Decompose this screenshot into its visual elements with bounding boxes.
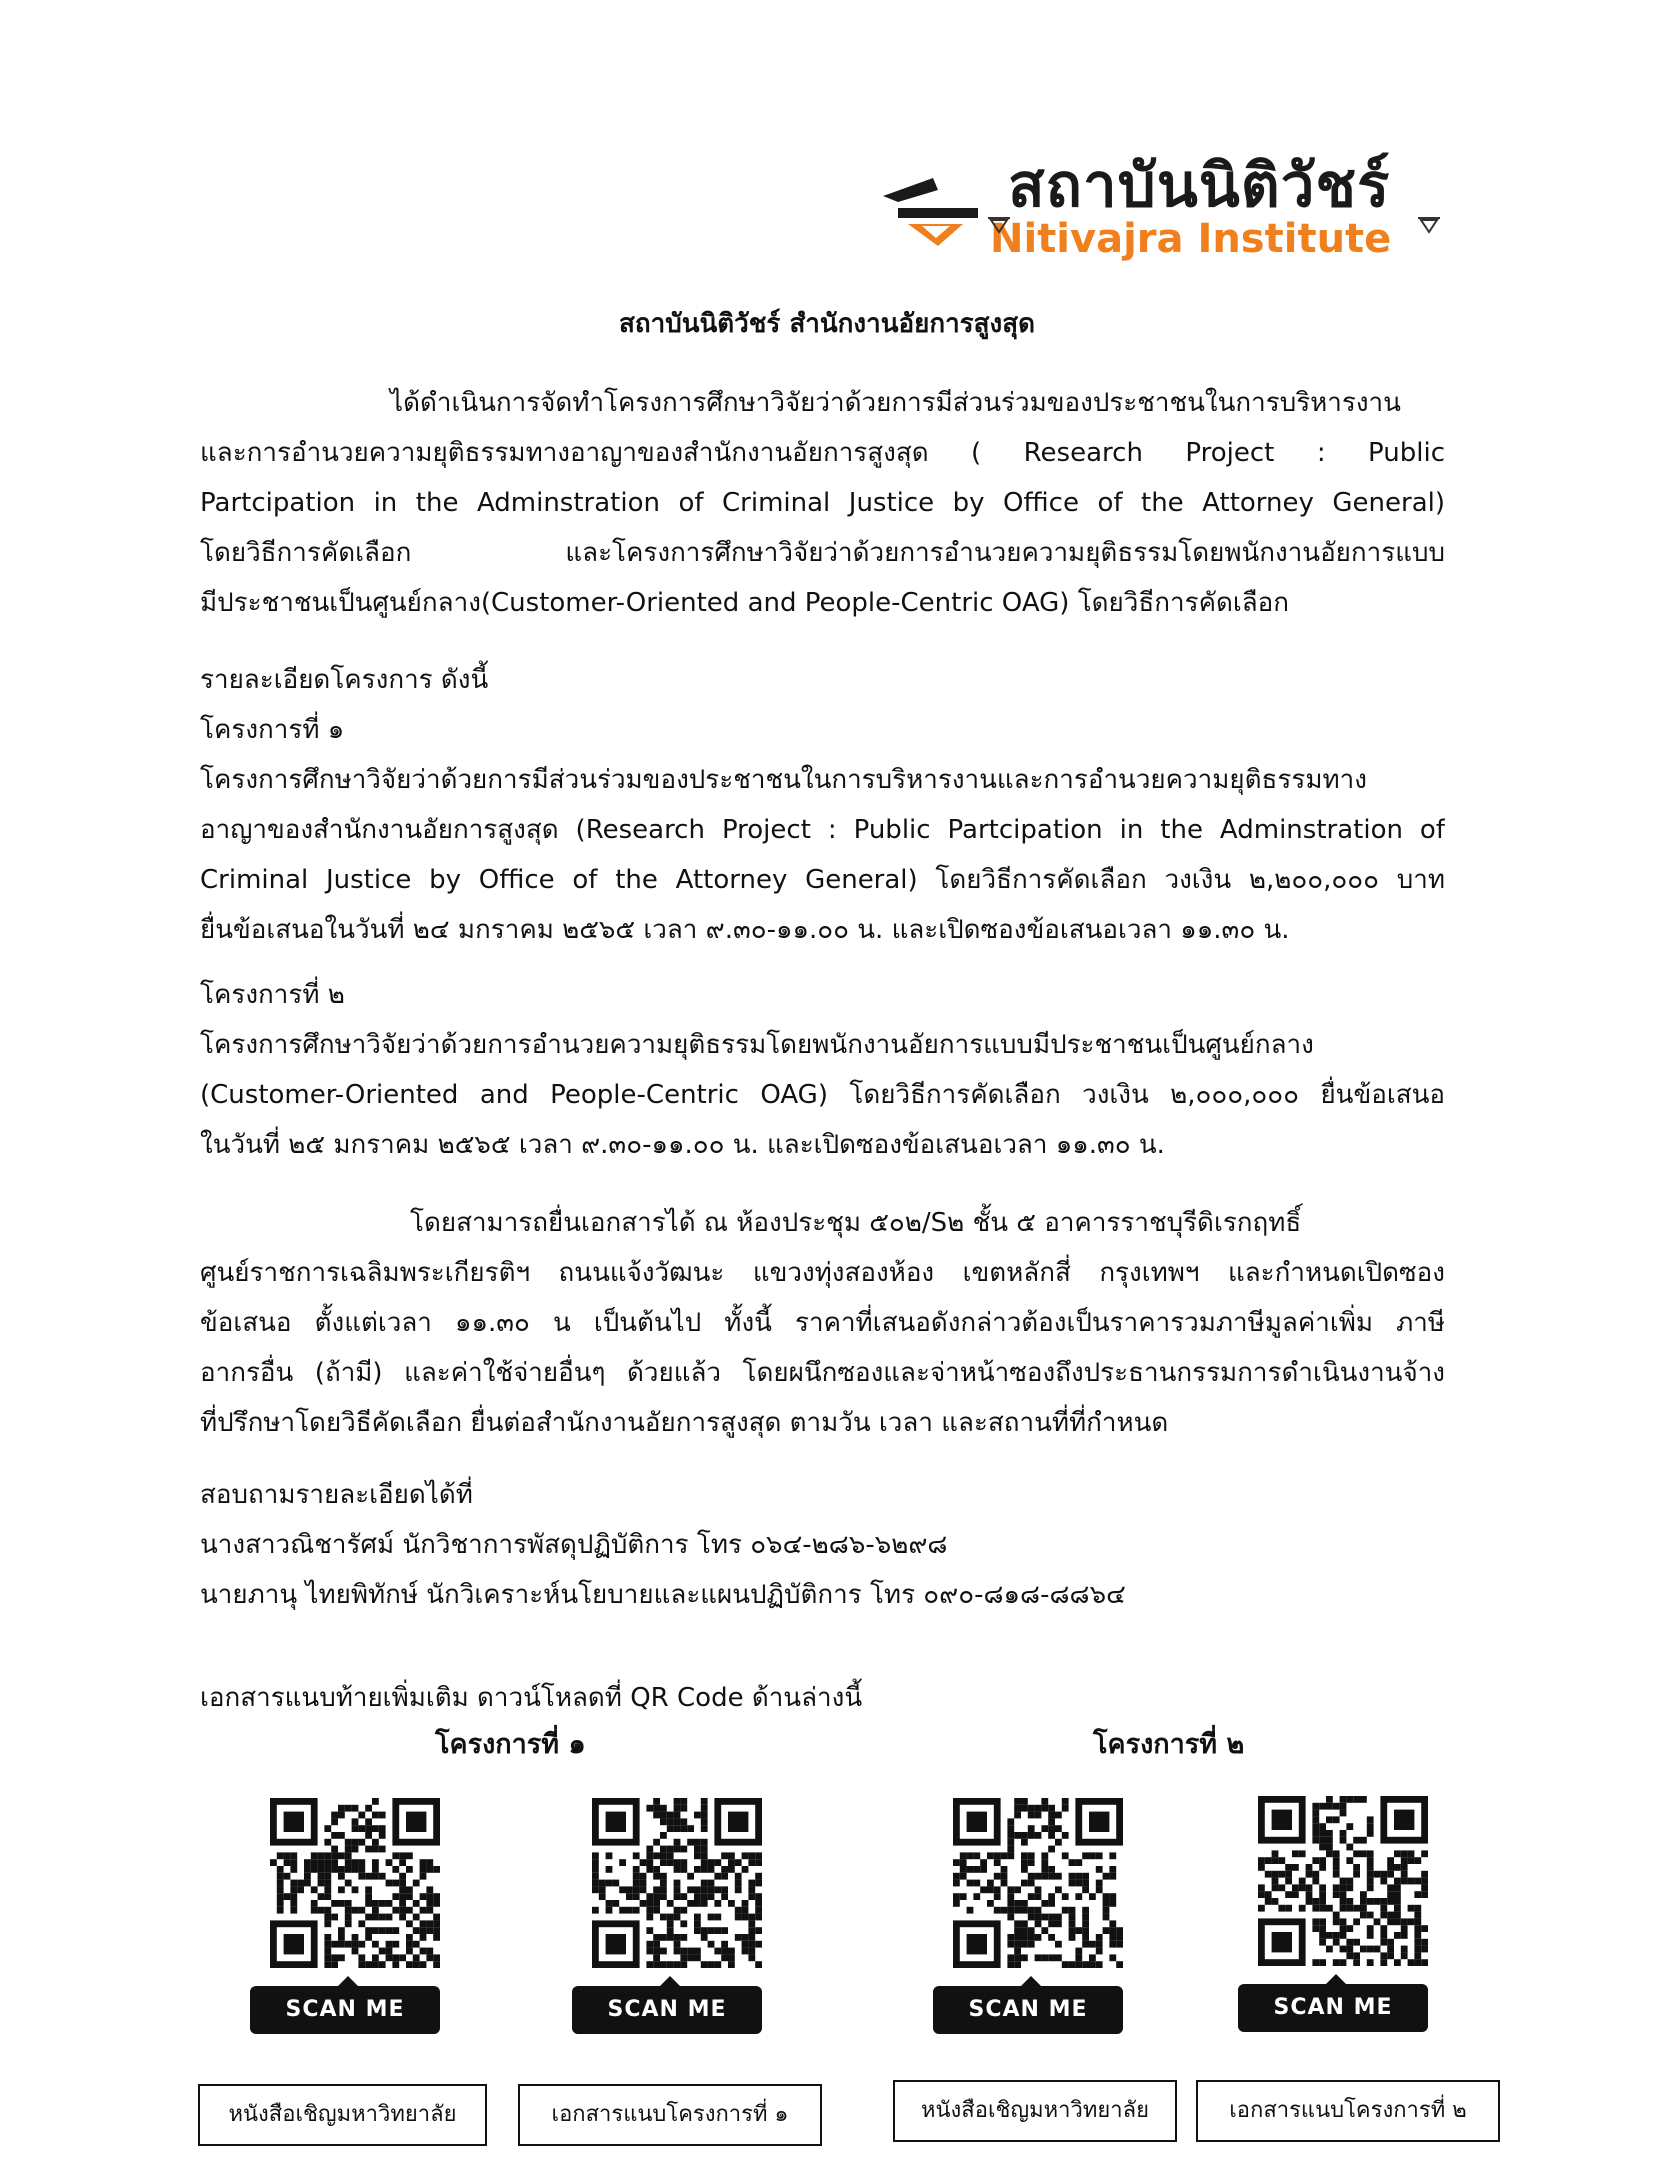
qr-caption-box[interactable]: หนังสือเชิญมหาวิทยาลัย bbox=[198, 2084, 487, 2146]
scan-me-button[interactable]: SCAN ME bbox=[572, 1986, 762, 2034]
project1-line: Criminal Justice by Office of the Attorney General) โดยวิธีการคัดเลือก วงเงิน ๒,๒๐๐,๐๐๐ บาท bbox=[200, 865, 1445, 895]
qr-code-1[interactable] bbox=[250, 1798, 450, 2038]
qr-code-2[interactable] bbox=[572, 1798, 772, 2038]
qr-code-icon[interactable] bbox=[1258, 1796, 1428, 1966]
qr-code-4[interactable] bbox=[1238, 1796, 1438, 2036]
logo-english-name: Nitivajra Institute bbox=[990, 216, 1392, 262]
logo-left-arrow-icon bbox=[988, 214, 1010, 236]
contact-line: นายภานุ ไทยพิทักษ์ นักวิเคราะห์นโยบายและแผนปฏิบัติการ โทร ๐๙๐-๘๑๘-๘๘๖๔ bbox=[200, 1580, 1126, 1610]
institute-logo bbox=[878, 150, 1450, 260]
contact-line: นางสาวณิชารัศม์ นักวิชาการพัสดุปฏิบัติการ โทร ๐๖๔-๒๘๖-๖๒๙๘ bbox=[200, 1530, 948, 1560]
intro-line: Partcipation in the Adminstration of Criminal Justice by Office of the Attorney General) bbox=[200, 488, 1445, 518]
intro-line: มีประชาชนเป็นศูนย์กลาง(Customer-Oriented and People-Centric OAG) โดยวิธีการคัดเลือก bbox=[200, 588, 1290, 618]
nitivajra-logo-mark-icon bbox=[878, 168, 988, 248]
submission-line: ข้อเสนอ ตั้งแต่เวลา ๑๑.๓๐ น เป็นต้นไป ทั้งนี้ ราคาที่เสนอดังกล่าวต้องเป็นราคารวมภาษีมูลค่าเพิ่ม ภาษี bbox=[200, 1308, 1445, 1338]
submission-paragraph bbox=[200, 1198, 1445, 1448]
intro-paragraph bbox=[200, 378, 1445, 628]
project2-details bbox=[200, 970, 1445, 1170]
submission-line: โดยสามารถยื่นเอกสารได้ ณ ห้องประชุม ๕๐๒/S๒ ชั้น ๕ อาคารราชบุรีดิเรกฤทธิ์ bbox=[410, 1208, 1302, 1238]
project2-heading: โครงการที่ ๒ bbox=[200, 980, 345, 1010]
qr-code-3[interactable] bbox=[933, 1798, 1133, 2038]
project2-line: โครงการศึกษาวิจัยว่าด้วยการอำนวยความยุติธรรมโดยพนักงานอัยการแบบมีประชาชนเป็นศูนย์กลาง bbox=[200, 1030, 1314, 1060]
qr-code-icon[interactable] bbox=[592, 1798, 762, 1968]
project2-line: (Customer-Oriented and People-Centric OAG) โดยวิธีการคัดเลือก วงเงิน ๒,๐๐๐,๐๐๐ ยื่นข้อเสนอ bbox=[200, 1080, 1445, 1110]
project2-line: ในวันที่ ๒๕ มกราคม ๒๕๖๕ เวลา ๙.๓๐-๑๑.๐๐ น. และเปิดซองข้อเสนอเวลา ๑๑.๓๐ น. bbox=[200, 1130, 1165, 1160]
qr-caption-box[interactable]: เอกสารแนบโครงการที่ ๒ bbox=[1196, 2080, 1500, 2142]
qr-code-icon[interactable] bbox=[270, 1798, 440, 1968]
project1-line: อาญาของสำนักงานอัยการสูงสุด (Research Project : Public Partcipation in the Adminstration of bbox=[200, 815, 1445, 845]
contact-heading: สอบถามรายละเอียดได้ที่ bbox=[200, 1480, 473, 1510]
scan-me-button[interactable]: SCAN ME bbox=[933, 1986, 1123, 2034]
scan-me-button[interactable]: SCAN ME bbox=[1238, 1984, 1428, 2032]
project1-heading: โครงการที่ ๑ bbox=[200, 715, 345, 745]
intro-line: และการอำนวยความยุติธรรมทางอาญาของสำนักงานอัยการสูงสุด ( Research Project : Public bbox=[200, 438, 1445, 468]
attachments-section bbox=[200, 1673, 1445, 1723]
logo-right-arrow-icon bbox=[1418, 214, 1440, 236]
logo-thai-name: สถาบันนิติวัชร์ bbox=[1008, 151, 1391, 221]
contact-section bbox=[200, 1470, 1445, 1620]
qr-project2-label: โครงการที่ ๒ bbox=[1093, 1729, 1245, 1760]
document-title: สถาบันนิติวัชร์ สำนักงานอัยการสูงสุด bbox=[619, 309, 1035, 339]
details-heading: รายละเอียดโครงการ ดังนี้ bbox=[200, 665, 489, 695]
qr-caption-box[interactable]: หนังสือเชิญมหาวิทยาลัย bbox=[893, 2080, 1177, 2142]
project1-line: โครงการศึกษาวิจัยว่าด้วยการมีส่วนร่วมของประชาชนในการบริหารงานและการอำนวยความยุติธรรมทาง bbox=[200, 765, 1367, 795]
project-details bbox=[200, 655, 1445, 955]
intro-line: ได้ดำเนินการจัดทำโครงการศึกษาวิจัยว่าด้วยการมีส่วนร่วมของประชาชนในการบริหารงาน bbox=[390, 388, 1401, 418]
project1-line: ยื่นข้อเสนอในวันที่ ๒๔ มกราคม ๒๕๖๕ เวลา ๙.๓๐-๑๑.๐๐ น. และเปิดซองข้อเสนอเวลา ๑๑.๓๐ น. bbox=[200, 915, 1290, 945]
attachments-note: เอกสารแนบท้ายเพิ่มเติม ดาวน์โหลดที่ QR Code ด้านล่างนี้ bbox=[200, 1683, 863, 1713]
submission-line: ศูนย์ราชการเฉลิมพระเกียรติฯ ถนนแจ้งวัฒนะ แขวงทุ่งสองห้อง เขตหลักสี่ กรุงเทพฯ และกำหนดเปิดซอง bbox=[200, 1258, 1445, 1288]
submission-line: อากรอื่น (ถ้ามี) และค่าใช้จ่ายอื่นๆ ด้วยแล้ว โดยผนึกซองและจ่าหน้าซองถึงประธานกรรมการดำเนินงานจ้าง bbox=[200, 1358, 1445, 1388]
submission-line: ที่ปรึกษาโดยวิธีคัดเลือก ยื่นต่อสำนักงานอัยการสูงสุด ตามวัน เวลา และสถานที่ที่กำหนด bbox=[200, 1408, 1169, 1438]
qr-project1-label: โครงการที่ ๑ bbox=[435, 1729, 586, 1760]
scan-me-button[interactable]: SCAN ME bbox=[250, 1986, 440, 2034]
qr-caption-box[interactable]: เอกสารแนบโครงการที่ ๑ bbox=[518, 2084, 822, 2146]
intro-line: โดยวิธีการคัดเลือก และโครงการศึกษาวิจัยว่าด้วยการอำนวยความยุติธรรมโดยพนักงานอัยการแบบ bbox=[200, 538, 1445, 568]
qr-code-icon[interactable] bbox=[953, 1798, 1123, 1968]
